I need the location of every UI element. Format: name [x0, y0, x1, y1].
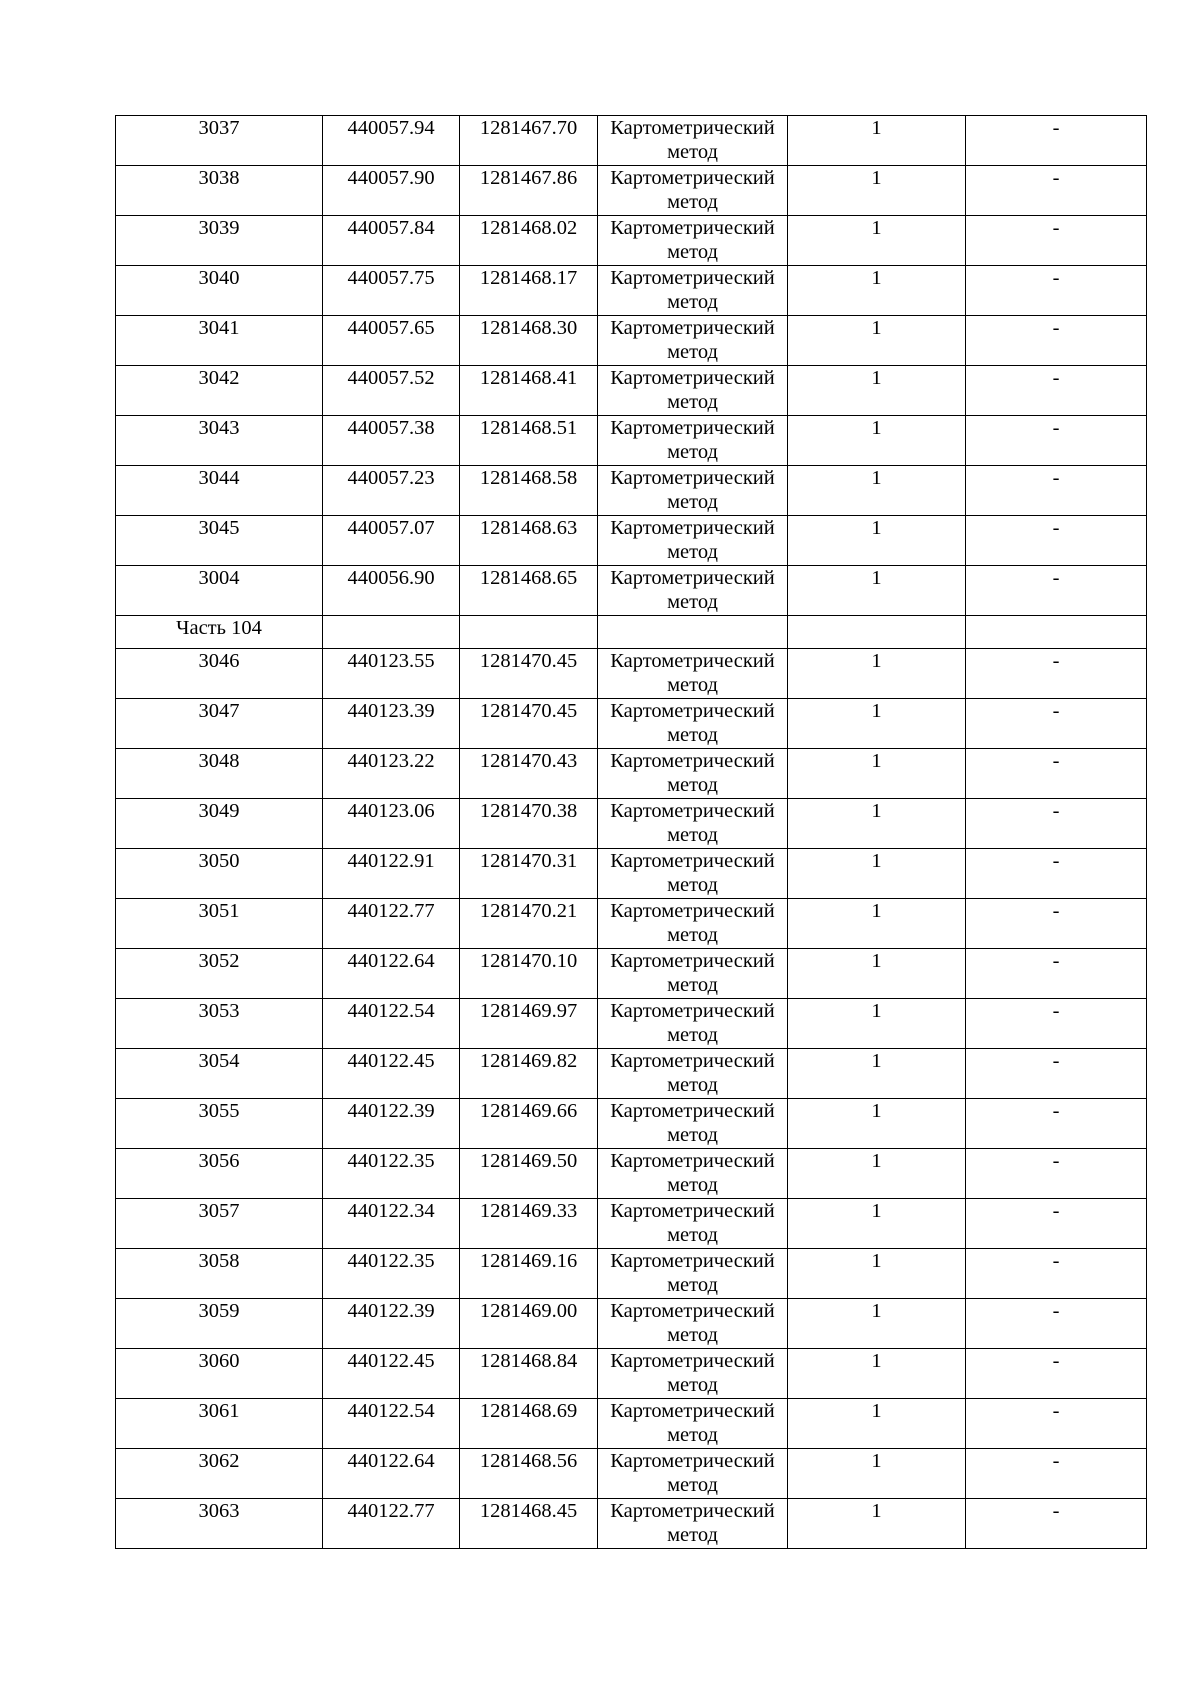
- note-cell: -: [966, 1049, 1147, 1099]
- method-cell: [598, 949, 788, 999]
- note-cell: -: [966, 649, 1147, 699]
- point-number-cell: 3049: [116, 799, 323, 849]
- point-number-cell: 3060: [116, 1349, 323, 1399]
- note-cell: -: [966, 466, 1147, 516]
- y-coordinate-cell: 1281468.17: [460, 266, 598, 316]
- note-cell: -: [966, 366, 1147, 416]
- method-line-1: Картометрический: [610, 1200, 775, 1222]
- y-coordinate-cell: 1281467.86: [460, 166, 598, 216]
- method-cell: [598, 1199, 788, 1249]
- method-cell: [598, 749, 788, 799]
- method-line-1: Картометрический: [610, 950, 775, 972]
- table-row: [116, 416, 1147, 466]
- note-cell: -: [966, 1199, 1147, 1249]
- method-line-1: Картометрический: [610, 517, 775, 539]
- note-cell: -: [966, 1349, 1147, 1399]
- note-cell: -: [966, 949, 1147, 999]
- method-line-1: Картометрический: [610, 1050, 775, 1072]
- note-cell: -: [966, 799, 1147, 849]
- table-row: [116, 466, 1147, 516]
- method-cell: [598, 566, 788, 616]
- method-line-2: метод: [667, 441, 718, 463]
- accuracy-cell: 1: [788, 749, 966, 799]
- method-cell: [598, 1099, 788, 1149]
- method-line-1: Картометрический: [610, 650, 775, 672]
- accuracy-cell: 1: [788, 1449, 966, 1499]
- table-row: [116, 1399, 1147, 1449]
- point-number-cell: 3047: [116, 699, 323, 749]
- method-cell: [598, 649, 788, 699]
- table-row: [116, 316, 1147, 366]
- method-line-1: Картометрический: [610, 417, 775, 439]
- method-line-1: Картометрический: [610, 217, 775, 239]
- table-row: [116, 1199, 1147, 1249]
- method-line-1: Картометрический: [610, 1000, 775, 1022]
- table-row: [116, 1049, 1147, 1099]
- x-coordinate-cell: 440122.45: [323, 1049, 460, 1099]
- accuracy-cell: 1: [788, 116, 966, 166]
- note-cell: -: [966, 1249, 1147, 1299]
- method-line-1: Картометрический: [610, 267, 775, 289]
- note-cell: -: [966, 899, 1147, 949]
- method-line-2: метод: [667, 1474, 718, 1496]
- x-coordinate-cell: 440122.54: [323, 999, 460, 1049]
- x-coordinate-cell: 440122.77: [323, 1499, 460, 1549]
- table-row: [116, 849, 1147, 899]
- x-coordinate-cell: 440123.22: [323, 749, 460, 799]
- method-line-2: метод: [667, 1024, 718, 1046]
- method-line-1: Картометрический: [610, 1150, 775, 1172]
- method-line-1: Картометрический: [610, 850, 775, 872]
- method-line-2: метод: [667, 541, 718, 563]
- y-coordinate-cell: 1281470.45: [460, 699, 598, 749]
- method-line-1: Картометрический: [610, 467, 775, 489]
- y-coordinate-cell: 1281468.45: [460, 1499, 598, 1549]
- table-row: [116, 1099, 1147, 1149]
- y-coordinate-cell: 1281470.43: [460, 749, 598, 799]
- note-cell: -: [966, 316, 1147, 366]
- table-row: [116, 516, 1147, 566]
- method-cell: [598, 416, 788, 466]
- note-cell: -: [966, 216, 1147, 266]
- table-row: [116, 1499, 1147, 1549]
- method-line-2: метод: [667, 291, 718, 313]
- x-coordinate-cell: 440057.90: [323, 166, 460, 216]
- y-coordinate-cell: 1281468.41: [460, 366, 598, 416]
- method-cell: [598, 1349, 788, 1399]
- method-line-1: Картометрический: [610, 367, 775, 389]
- point-number-cell: 3058: [116, 1249, 323, 1299]
- method-cell: [598, 266, 788, 316]
- method-cell: [598, 1399, 788, 1449]
- y-coordinate-cell: 1281470.38: [460, 799, 598, 849]
- y-coordinate-cell: 1281470.31: [460, 849, 598, 899]
- point-number-cell: 3042: [116, 366, 323, 416]
- method-cell: [598, 1249, 788, 1299]
- point-number-cell: 3044: [116, 466, 323, 516]
- y-coordinate-cell: 1281468.58: [460, 466, 598, 516]
- method-cell: [598, 1299, 788, 1349]
- point-number-cell: 3050: [116, 849, 323, 899]
- method-cell: [598, 849, 788, 899]
- x-coordinate-cell: 440057.65: [323, 316, 460, 366]
- method-cell: [598, 1049, 788, 1099]
- accuracy-cell: 1: [788, 999, 966, 1049]
- point-number-cell: 3043: [116, 416, 323, 466]
- table-row: [116, 799, 1147, 849]
- method-line-2: метод: [667, 1174, 718, 1196]
- x-coordinate-cell: 440057.52: [323, 366, 460, 416]
- x-coordinate-cell: 440057.07: [323, 516, 460, 566]
- note-cell: -: [966, 849, 1147, 899]
- method-line-2: метод: [667, 141, 718, 163]
- empty-cell: [460, 616, 598, 649]
- point-number-cell: 3004: [116, 566, 323, 616]
- accuracy-cell: 1: [788, 799, 966, 849]
- method-cell: [598, 216, 788, 266]
- method-line-2: метод: [667, 1324, 718, 1346]
- method-line-1: Картометрический: [610, 1350, 775, 1372]
- note-cell: -: [966, 749, 1147, 799]
- x-coordinate-cell: 440122.35: [323, 1149, 460, 1199]
- empty-cell: [598, 616, 788, 649]
- table-row: [116, 1449, 1147, 1499]
- method-line-2: метод: [667, 974, 718, 996]
- accuracy-cell: 1: [788, 416, 966, 466]
- point-number-cell: 3041: [116, 316, 323, 366]
- y-coordinate-cell: 1281467.70: [460, 116, 598, 166]
- table-row: [116, 1149, 1147, 1199]
- accuracy-cell: 1: [788, 566, 966, 616]
- accuracy-cell: 1: [788, 849, 966, 899]
- point-number-cell: 3063: [116, 1499, 323, 1549]
- note-cell: -: [966, 1399, 1147, 1449]
- point-number-cell: 3052: [116, 949, 323, 999]
- x-coordinate-cell: 440122.64: [323, 1449, 460, 1499]
- point-number-cell: 3051: [116, 899, 323, 949]
- y-coordinate-cell: 1281468.84: [460, 1349, 598, 1399]
- method-cell: [598, 1499, 788, 1549]
- y-coordinate-cell: 1281469.82: [460, 1049, 598, 1099]
- x-coordinate-cell: 440122.39: [323, 1299, 460, 1349]
- point-number-cell: 3046: [116, 649, 323, 699]
- point-number-cell: 3062: [116, 1449, 323, 1499]
- empty-cell: [323, 616, 460, 649]
- method-line-2: метод: [667, 1374, 718, 1396]
- x-coordinate-cell: 440122.54: [323, 1399, 460, 1449]
- note-cell: -: [966, 116, 1147, 166]
- y-coordinate-cell: 1281468.65: [460, 566, 598, 616]
- note-cell: -: [966, 699, 1147, 749]
- method-line-2: метод: [667, 341, 718, 363]
- table-row: [116, 166, 1147, 216]
- method-cell: [598, 516, 788, 566]
- accuracy-cell: 1: [788, 1149, 966, 1199]
- point-number-cell: 3048: [116, 749, 323, 799]
- coordinates-table: [115, 115, 1147, 1549]
- x-coordinate-cell: 440123.39: [323, 699, 460, 749]
- accuracy-cell: 1: [788, 216, 966, 266]
- note-cell: -: [966, 566, 1147, 616]
- y-coordinate-cell: 1281468.56: [460, 1449, 598, 1499]
- x-coordinate-cell: 440123.06: [323, 799, 460, 849]
- x-coordinate-cell: 440122.34: [323, 1199, 460, 1249]
- y-coordinate-cell: 1281469.50: [460, 1149, 598, 1199]
- method-cell: [598, 699, 788, 749]
- table-row: [116, 899, 1147, 949]
- note-cell: -: [966, 416, 1147, 466]
- method-line-2: метод: [667, 774, 718, 796]
- y-coordinate-cell: 1281469.33: [460, 1199, 598, 1249]
- note-cell: -: [966, 1449, 1147, 1499]
- table-row: [116, 699, 1147, 749]
- table-row: [116, 566, 1147, 616]
- method-cell: [598, 116, 788, 166]
- x-coordinate-cell: 440122.77: [323, 899, 460, 949]
- y-coordinate-cell: 1281470.21: [460, 899, 598, 949]
- accuracy-cell: 1: [788, 366, 966, 416]
- method-line-1: Картометрический: [610, 750, 775, 772]
- y-coordinate-cell: 1281469.00: [460, 1299, 598, 1349]
- method-cell: [598, 1149, 788, 1199]
- note-cell: -: [966, 266, 1147, 316]
- method-line-1: Картометрический: [610, 317, 775, 339]
- y-coordinate-cell: 1281468.51: [460, 416, 598, 466]
- method-line-1: Картометрический: [610, 1100, 775, 1122]
- accuracy-cell: 1: [788, 949, 966, 999]
- method-line-2: метод: [667, 1524, 718, 1546]
- y-coordinate-cell: 1281468.69: [460, 1399, 598, 1449]
- x-coordinate-cell: 440057.75: [323, 266, 460, 316]
- accuracy-cell: 1: [788, 166, 966, 216]
- method-line-1: Картометрический: [610, 1400, 775, 1422]
- method-line-1: Картометрический: [610, 567, 775, 589]
- point-number-cell: 3061: [116, 1399, 323, 1449]
- y-coordinate-cell: 1281468.02: [460, 216, 598, 266]
- x-coordinate-cell: 440057.94: [323, 116, 460, 166]
- accuracy-cell: 1: [788, 266, 966, 316]
- x-coordinate-cell: 440056.90: [323, 566, 460, 616]
- method-cell: [598, 999, 788, 1049]
- accuracy-cell: 1: [788, 1099, 966, 1149]
- method-line-2: метод: [667, 591, 718, 613]
- accuracy-cell: 1: [788, 1199, 966, 1249]
- method-line-1: Картометрический: [610, 900, 775, 922]
- method-line-1: Картометрический: [610, 800, 775, 822]
- method-cell: [598, 1449, 788, 1499]
- coordinates-table-body: [116, 116, 1147, 1549]
- y-coordinate-cell: 1281470.45: [460, 649, 598, 699]
- x-coordinate-cell: 440123.55: [323, 649, 460, 699]
- method-line-2: метод: [667, 1274, 718, 1296]
- method-line-2: метод: [667, 1224, 718, 1246]
- y-coordinate-cell: 1281468.63: [460, 516, 598, 566]
- x-coordinate-cell: 440057.38: [323, 416, 460, 466]
- method-line-2: метод: [667, 674, 718, 696]
- table-row: [116, 949, 1147, 999]
- x-coordinate-cell: 440057.23: [323, 466, 460, 516]
- point-number-cell: 3038: [116, 166, 323, 216]
- y-coordinate-cell: 1281470.10: [460, 949, 598, 999]
- part-header-row: [116, 616, 1147, 649]
- accuracy-cell: 1: [788, 1499, 966, 1549]
- note-cell: -: [966, 1499, 1147, 1549]
- point-number-cell: 3040: [116, 266, 323, 316]
- part-label: Часть 104: [116, 616, 323, 649]
- table-row: [116, 649, 1147, 699]
- note-cell: -: [966, 1099, 1147, 1149]
- accuracy-cell: 1: [788, 1349, 966, 1399]
- table-row: [116, 1349, 1147, 1399]
- method-cell: [598, 466, 788, 516]
- accuracy-cell: 1: [788, 466, 966, 516]
- method-line-1: Картометрический: [610, 1500, 775, 1522]
- method-line-2: метод: [667, 1074, 718, 1096]
- table-row: [116, 116, 1147, 166]
- method-cell: [598, 366, 788, 416]
- accuracy-cell: 1: [788, 699, 966, 749]
- y-coordinate-cell: 1281469.16: [460, 1249, 598, 1299]
- point-number-cell: 3057: [116, 1199, 323, 1249]
- method-line-2: метод: [667, 824, 718, 846]
- method-line-2: метод: [667, 1424, 718, 1446]
- method-line-2: метод: [667, 924, 718, 946]
- y-coordinate-cell: 1281469.97: [460, 999, 598, 1049]
- note-cell: -: [966, 166, 1147, 216]
- table-row: [116, 216, 1147, 266]
- point-number-cell: 3053: [116, 999, 323, 1049]
- accuracy-cell: 1: [788, 899, 966, 949]
- accuracy-cell: 1: [788, 1299, 966, 1349]
- x-coordinate-cell: 440122.91: [323, 849, 460, 899]
- method-line-1: Картометрический: [610, 1250, 775, 1272]
- point-number-cell: 3045: [116, 516, 323, 566]
- method-line-2: метод: [667, 491, 718, 513]
- note-cell: -: [966, 999, 1147, 1049]
- empty-cell: [966, 616, 1147, 649]
- x-coordinate-cell: 440122.45: [323, 1349, 460, 1399]
- method-line-2: метод: [667, 241, 718, 263]
- note-cell: -: [966, 1149, 1147, 1199]
- accuracy-cell: 1: [788, 316, 966, 366]
- method-line-1: Картометрический: [610, 700, 775, 722]
- x-coordinate-cell: 440057.84: [323, 216, 460, 266]
- accuracy-cell: 1: [788, 1249, 966, 1299]
- accuracy-cell: 1: [788, 1049, 966, 1099]
- table-row: [116, 266, 1147, 316]
- table-row: [116, 1249, 1147, 1299]
- x-coordinate-cell: 440122.39: [323, 1099, 460, 1149]
- method-line-2: метод: [667, 874, 718, 896]
- table-row: [116, 1299, 1147, 1349]
- point-number-cell: 3039: [116, 216, 323, 266]
- accuracy-cell: 1: [788, 1399, 966, 1449]
- x-coordinate-cell: 440122.64: [323, 949, 460, 999]
- y-coordinate-cell: 1281468.30: [460, 316, 598, 366]
- point-number-cell: 3054: [116, 1049, 323, 1099]
- note-cell: -: [966, 1299, 1147, 1349]
- point-number-cell: 3056: [116, 1149, 323, 1199]
- method-line-1: Картометрический: [610, 1450, 775, 1472]
- method-cell: [598, 166, 788, 216]
- method-cell: [598, 316, 788, 366]
- method-line-1: Картометрический: [610, 167, 775, 189]
- method-line-1: Картометрический: [610, 117, 775, 139]
- method-line-2: метод: [667, 1124, 718, 1146]
- x-coordinate-cell: 440122.35: [323, 1249, 460, 1299]
- method-cell: [598, 799, 788, 849]
- point-number-cell: 3059: [116, 1299, 323, 1349]
- method-line-2: метод: [667, 724, 718, 746]
- y-coordinate-cell: 1281469.66: [460, 1099, 598, 1149]
- point-number-cell: 3055: [116, 1099, 323, 1149]
- method-line-1: Картометрический: [610, 1300, 775, 1322]
- table-row: [116, 749, 1147, 799]
- table-row: [116, 999, 1147, 1049]
- method-line-2: метод: [667, 191, 718, 213]
- accuracy-cell: 1: [788, 649, 966, 699]
- method-cell: [598, 899, 788, 949]
- point-number-cell: 3037: [116, 116, 323, 166]
- method-line-2: метод: [667, 391, 718, 413]
- accuracy-cell: 1: [788, 516, 966, 566]
- empty-cell: [788, 616, 966, 649]
- table-row: [116, 366, 1147, 416]
- note-cell: -: [966, 516, 1147, 566]
